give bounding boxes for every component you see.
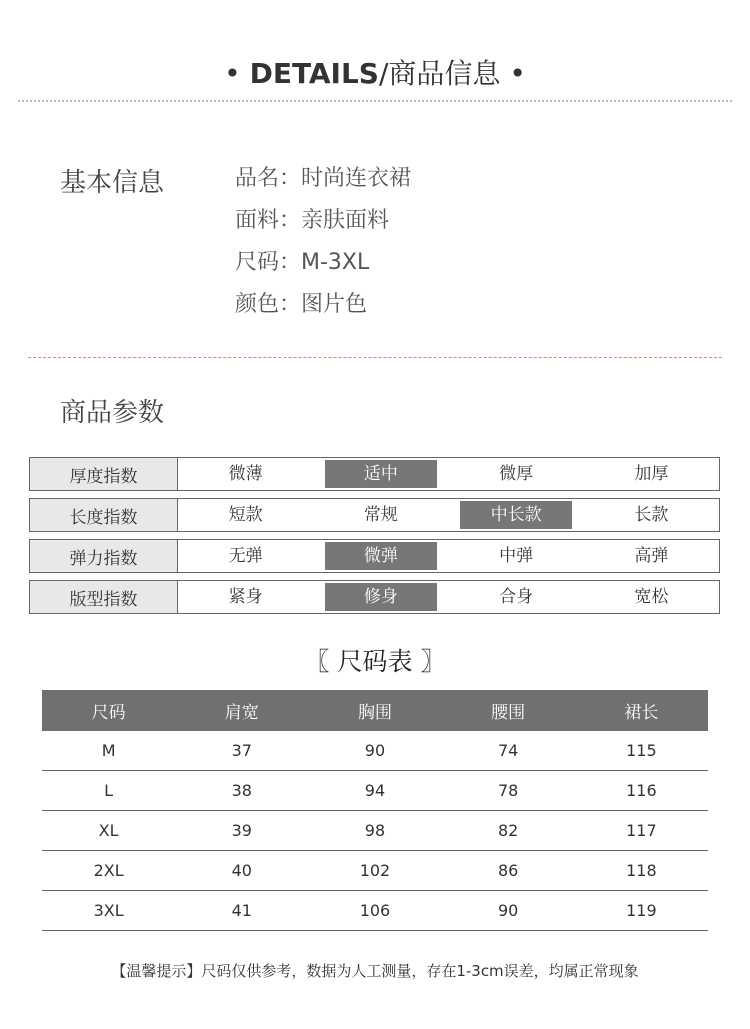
basic-info-row: 品名：时尚连衣裙 — [235, 166, 412, 191]
header-bullet-right: • — [509, 57, 526, 90]
params-title: 商品参数 — [60, 398, 165, 428]
table-cell: 98 — [308, 811, 441, 851]
header-bullet-left: • — [224, 57, 241, 90]
param-options — [178, 499, 719, 531]
table-cell: 94 — [308, 771, 441, 811]
param-row — [29, 539, 720, 573]
param-option — [178, 458, 313, 490]
size-chart-header-cell: 裙长 — [575, 690, 708, 731]
param-option-label: 微薄 — [228, 464, 263, 484]
param-label: 长度指数 — [30, 499, 178, 531]
table-cell: 90 — [442, 891, 575, 931]
table-row — [42, 811, 708, 851]
param-option — [449, 458, 584, 490]
table-cell: XL — [42, 811, 175, 851]
param-option — [313, 499, 448, 531]
param-option-label: 微弹 — [325, 542, 437, 570]
warm-tip: 【温馨提示】尺码仅供参考，数据为人工测量，存在1-3cm误差，均属正常现象 — [111, 962, 639, 980]
param-label: 弹力指数 — [30, 540, 178, 572]
table-cell: 74 — [442, 731, 575, 771]
param-option-selected — [313, 581, 448, 613]
param-option — [449, 581, 584, 613]
table-cell: 40 — [175, 851, 308, 891]
table-cell: 102 — [308, 851, 441, 891]
params-table — [29, 457, 720, 621]
table-cell: 3XL — [42, 891, 175, 931]
param-option-label: 长款 — [634, 505, 669, 525]
dotted-divider — [18, 100, 732, 102]
table-cell: 116 — [575, 771, 708, 811]
param-option-label: 中弹 — [499, 546, 534, 566]
param-option — [178, 581, 313, 613]
param-option — [584, 458, 719, 490]
table-cell: L — [42, 771, 175, 811]
basic-info-row: 颜色：图片色 — [235, 292, 368, 317]
size-chart-header-cell: 肩宽 — [175, 690, 308, 731]
basic-info-list — [235, 160, 411, 328]
basic-info-row: 尺码：M-3XL — [235, 250, 370, 275]
table-cell: 119 — [575, 891, 708, 931]
table-cell: 90 — [308, 731, 441, 771]
table-cell: 37 — [175, 731, 308, 771]
size-chart-header-cell: 腰围 — [442, 690, 575, 731]
table-cell: 118 — [575, 851, 708, 891]
param-option-label: 中长款 — [460, 501, 572, 529]
size-chart-title: 〖 尺码表 〗 — [304, 647, 446, 676]
param-row — [29, 457, 720, 491]
table-row — [42, 771, 708, 811]
table-cell: 106 — [308, 891, 441, 931]
param-option-label: 加厚 — [634, 464, 669, 484]
param-option — [178, 540, 313, 572]
param-option-selected — [313, 458, 448, 490]
param-option-selected — [313, 540, 448, 572]
param-option-label: 适中 — [325, 460, 437, 488]
section-header — [0, 52, 750, 92]
param-option-label: 合身 — [499, 587, 534, 607]
param-option-selected — [449, 499, 584, 531]
table-row — [42, 851, 708, 891]
param-option-label: 常规 — [363, 505, 398, 525]
param-options — [178, 581, 719, 613]
param-option — [584, 499, 719, 531]
table-row — [42, 891, 708, 931]
param-option-label: 修身 — [325, 583, 437, 611]
basic-info-title: 基本信息 — [60, 168, 165, 198]
param-row — [29, 498, 720, 532]
param-row — [29, 580, 720, 614]
param-option — [449, 540, 584, 572]
table-row — [42, 731, 708, 771]
param-option — [178, 499, 313, 531]
param-label: 厚度指数 — [30, 458, 178, 490]
size-chart-table — [42, 690, 708, 931]
header-title-cn: /商品信息 — [378, 57, 501, 90]
param-option-label: 微厚 — [499, 464, 534, 484]
table-cell: 82 — [442, 811, 575, 851]
table-cell: 2XL — [42, 851, 175, 891]
table-cell: M — [42, 731, 175, 771]
table-cell: 117 — [575, 811, 708, 851]
basic-info-row: 面料：亲肤面料 — [235, 208, 390, 233]
size-chart-body — [42, 731, 708, 931]
table-cell: 78 — [442, 771, 575, 811]
param-option — [584, 540, 719, 572]
table-cell: 115 — [575, 731, 708, 771]
param-option-label: 宽松 — [634, 587, 669, 607]
param-options — [178, 540, 719, 572]
table-cell: 38 — [175, 771, 308, 811]
param-option-label: 无弹 — [228, 546, 263, 566]
table-cell: 41 — [175, 891, 308, 931]
param-option-label: 紧身 — [228, 587, 263, 607]
header-title-en: DETAILS — [249, 57, 379, 90]
table-cell: 86 — [442, 851, 575, 891]
size-chart-header-cell: 尺码 — [42, 690, 175, 731]
param-options — [178, 458, 719, 490]
param-option — [584, 581, 719, 613]
param-option-label: 高弹 — [634, 546, 669, 566]
param-label: 版型指数 — [30, 581, 178, 613]
size-chart-header-row — [42, 690, 708, 731]
param-option-label: 短款 — [228, 505, 263, 525]
size-chart-header-cell: 胸围 — [308, 690, 441, 731]
dashed-divider — [28, 357, 722, 358]
table-cell: 39 — [175, 811, 308, 851]
